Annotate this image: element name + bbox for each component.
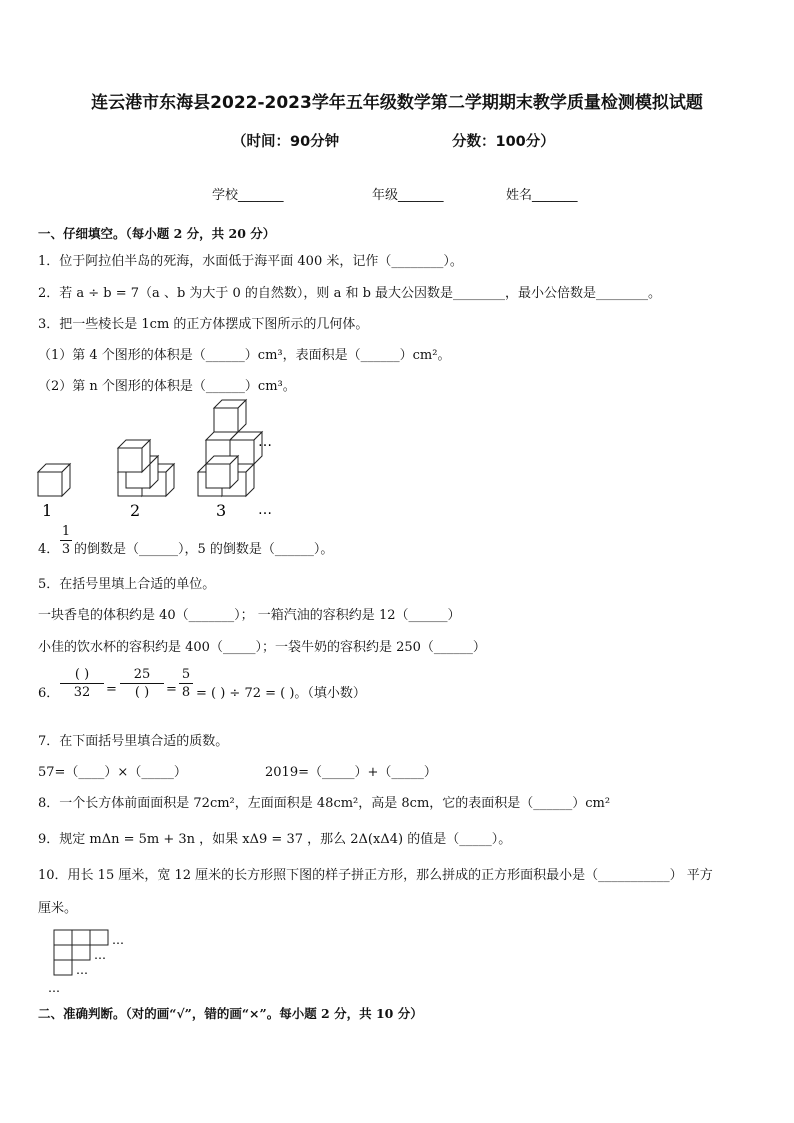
equals-sign: = [166, 682, 177, 697]
question-5-line-1: 一块香皂的体积约是 40（_______）； 一箱汽油的容积约是 12（______） [38, 608, 461, 623]
grid-ellipsis-row-4: … [48, 981, 60, 995]
exam-score: 分数：100分） [452, 134, 555, 150]
figure-ellipsis-top: … [258, 434, 272, 450]
question-3-part-2: （2）第 n 个图形的体积是（______）cm³。 [38, 379, 296, 394]
fraction-numerator: 25 [133, 667, 151, 682]
page-title: 连云港市东海县2022-2023学年五年级数学第二学期期末教学质量检测模拟试题 [91, 93, 703, 113]
fraction-denominator: 8 [181, 685, 191, 700]
question-7: 7．在下面括号里填合适的质数。 [38, 734, 229, 749]
question-10-continued: 厘米。 [38, 901, 78, 916]
fraction-denominator: 3 [61, 542, 71, 557]
question-9: 9．规定 mΔn = 5m + 3n ，如果 xΔ9 = 37 ，那么 2Δ(xΔ4) 的值是（_____）。 [38, 832, 512, 847]
question-3-part-1: （1）第 4 个图形的体积是（______）cm³，表面积是（______）cm²。 [38, 348, 451, 363]
question-8: 8．一个长方体前面面积是 72cm²，左面面积是 48cm²，高是 8cm，它的表面积是（______）cm² [38, 796, 611, 811]
fraction-denominator: ( ) [134, 685, 150, 700]
question-7-a: 57=（____）×（_____） [38, 765, 187, 780]
section-1-heading: 一、仔细填空。（每小题 2 分，共 20 分） [38, 226, 276, 241]
equals-sign: = [106, 682, 117, 697]
school-field: 学校_______ [212, 188, 284, 203]
question-6-number: 6． [38, 686, 60, 701]
question-3: 3．把一些棱长是 1cm 的正方体摆成下图所示的几何体。 [38, 317, 369, 332]
rectangle-tiling-figure [44, 926, 144, 996]
fraction-numerator: ( ) [74, 667, 90, 682]
figure-ellipsis-bottom: … [258, 502, 272, 518]
fraction-denominator: 32 [73, 685, 91, 700]
cube-stack-figure [30, 398, 290, 523]
fraction-numerator: 1 [61, 524, 71, 539]
question-2: 2．若 a ÷ b = 7（a 、b 为大于 0 的自然数），则 a 和 b 最大公因数是________，最小公倍数是________。 [38, 286, 662, 301]
question-4: 的倒数是（______），5 的倒数是（______）。 [74, 542, 334, 557]
grid-ellipsis-row-3: … [76, 963, 88, 977]
grid-ellipsis-row-2: … [94, 948, 106, 962]
question-6-tail: = ( ) ÷ 72 = ( )。（填小数） [196, 686, 366, 701]
question-5-line-2: 小佳的饮水杯的容积约是 400（_____）；一袋牛奶的容积约是 250（______） [38, 640, 486, 655]
section-2-heading: 二、准确判断。（对的画“√”，错的画“×”。每小题 2 分，共 10 分） [38, 1006, 423, 1021]
figure-label-2: 2 [130, 501, 141, 520]
grade-field: 年级_______ [372, 188, 444, 203]
question-5: 5．在括号里填上合适的单位。 [38, 577, 216, 592]
figure-label-3: 3 [216, 501, 227, 520]
question-7-b: 2019=（_____）+（_____） [265, 765, 437, 780]
question-6-fraction-2 [120, 667, 164, 700]
exam-time: （时间：90分钟 [232, 134, 340, 150]
question-4-fraction [60, 524, 72, 557]
question-10: 10．用长 15 厘米，宽 12 厘米的长方形照下图的样子拼正方形，那么拼成的正方形面积最小是（___________） 平方 [38, 868, 713, 883]
question-6-fraction-1 [60, 667, 104, 700]
question-1: 1．位于阿拉伯半岛的死海，水面低于海平面 400 米，记作（________）。 [38, 254, 463, 269]
question-6-fraction-3 [179, 667, 193, 700]
name-field: 姓名_______ [506, 188, 578, 203]
figure-label-1: 1 [42, 501, 53, 520]
fraction-numerator: 5 [181, 667, 191, 682]
grid-ellipsis-row-1: … [112, 933, 124, 947]
question-4-number: 4． [38, 542, 60, 557]
